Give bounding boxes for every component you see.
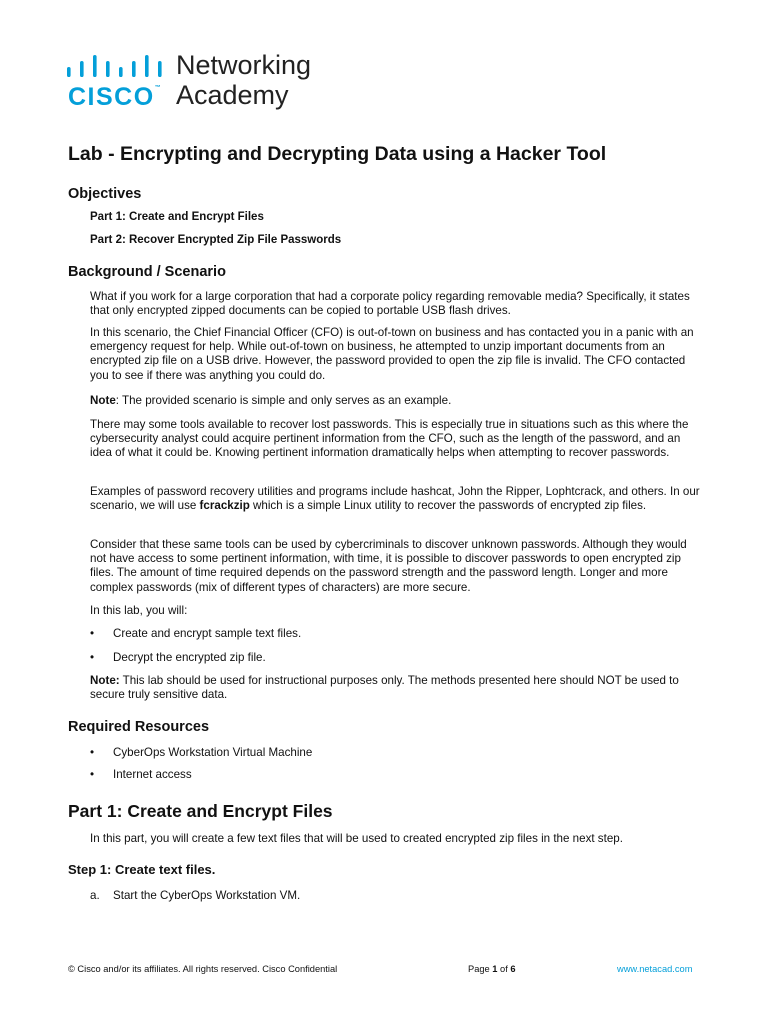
objective-item: Part 2: Recover Encrypted Zip File Passwords xyxy=(90,234,342,246)
step-item xyxy=(90,889,300,902)
trademark-symbol: ™ xyxy=(154,85,161,91)
page-title: Lab - Encrypting and Decrypting Data using a Hacker Tool xyxy=(68,143,607,165)
note-label: Note: xyxy=(90,674,120,687)
note-paragraph xyxy=(90,674,702,702)
list-item: • CyberOps Workstation Virtual Machine xyxy=(113,746,312,759)
footer-copyright: © Cisco and/or its affiliates. All rights reserved. Cisco Confidential xyxy=(68,964,338,974)
cisco-bars-icon xyxy=(66,54,162,82)
list-item: • Create and encrypt sample text files. xyxy=(113,627,301,640)
note-label: Note xyxy=(90,394,116,407)
background-paragraph: What if you work for a large corporation that had a corporate policy regarding removable media? Specifically, it states that only encrypted zipped documents can be copied to portable USB flash drives. xyxy=(90,290,690,318)
tool-name: fcrackzip xyxy=(199,499,250,513)
footer-page-number: Page 1 of 6 xyxy=(468,964,516,974)
note-paragraph xyxy=(90,394,702,408)
background-paragraph: In this scenario, the Chief Financial Officer (CFO) is out-of-town on business and has contacted you in a panic with an emergency request for help. While out-of-town on business, he attempted to unzip important documents from an encrypted zip file on a USB drive. However, the password provided to open the zip file is invalid. The CFO contacted you to see if there was anything you could do. xyxy=(90,326,694,382)
footer-url-link[interactable]: www.netacad.com xyxy=(617,964,693,974)
note-text: : The provided scenario is simple and only serves as an example. xyxy=(115,394,452,407)
step-letter: a. xyxy=(90,889,100,902)
cisco-wordmark: CISCO™ xyxy=(68,83,161,111)
step1-heading: Step 1: Create text files. xyxy=(68,862,216,877)
note-text: This lab should be used for instructional purposes only. The methods presented here should NOT be used to secure truly sensitive data. xyxy=(90,674,679,702)
background-paragraph: Consider that these same tools can be used by cybercriminals to discover unknown passwords. Although they would not have access to some pertinent information, with time, it is possible to discover passwords to open encrypted zip files. The amount of time required depends on the password strength and the password length. Longer and more complex passwords (mix of different types of characters) are more secure. xyxy=(90,538,687,594)
cisco-networking-academy-logo xyxy=(66,50,366,110)
background-paragraph: There may some tools available to recover lost passwords. This is especially true in situations such as this where the cybersecurity analyst could acquire pertinent information from the CFO, such as the length of the password, and an idea of what it could be. Knowing pertinent information dramatically helps when attempting to recover passwords. xyxy=(90,418,689,460)
objectives-heading: Objectives xyxy=(68,186,142,202)
logo-academy-text: Academy xyxy=(176,80,289,110)
resources-heading: Required Resources xyxy=(68,719,210,735)
objective-item: Part 1: Create and Encrypt Files xyxy=(90,211,264,223)
logo-networking-text: Networking xyxy=(176,50,312,80)
background-paragraph: Examples of password recovery utilities and programs include hashcat, John the Ripper, Lophtcrack, and others. In our scenario, we will use fcrackzip which is a simple Linux utility to recover the passwords of encrypted zip files. xyxy=(90,485,700,513)
part1-heading: Part 1: Create and Encrypt Files xyxy=(68,801,333,821)
part1-intro: In this part, you will create a few text files that will be used to created encrypted zip files in the next step. xyxy=(90,832,623,845)
background-heading: Background / Scenario xyxy=(68,264,226,280)
step-text: Start the CyberOps Workstation VM. xyxy=(113,889,301,902)
page-footer xyxy=(0,964,768,978)
list-item: • Internet access xyxy=(113,768,192,781)
list-item: • Decrypt the encrypted zip file. xyxy=(113,651,266,664)
background-paragraph: In this lab, you will: xyxy=(90,604,188,617)
